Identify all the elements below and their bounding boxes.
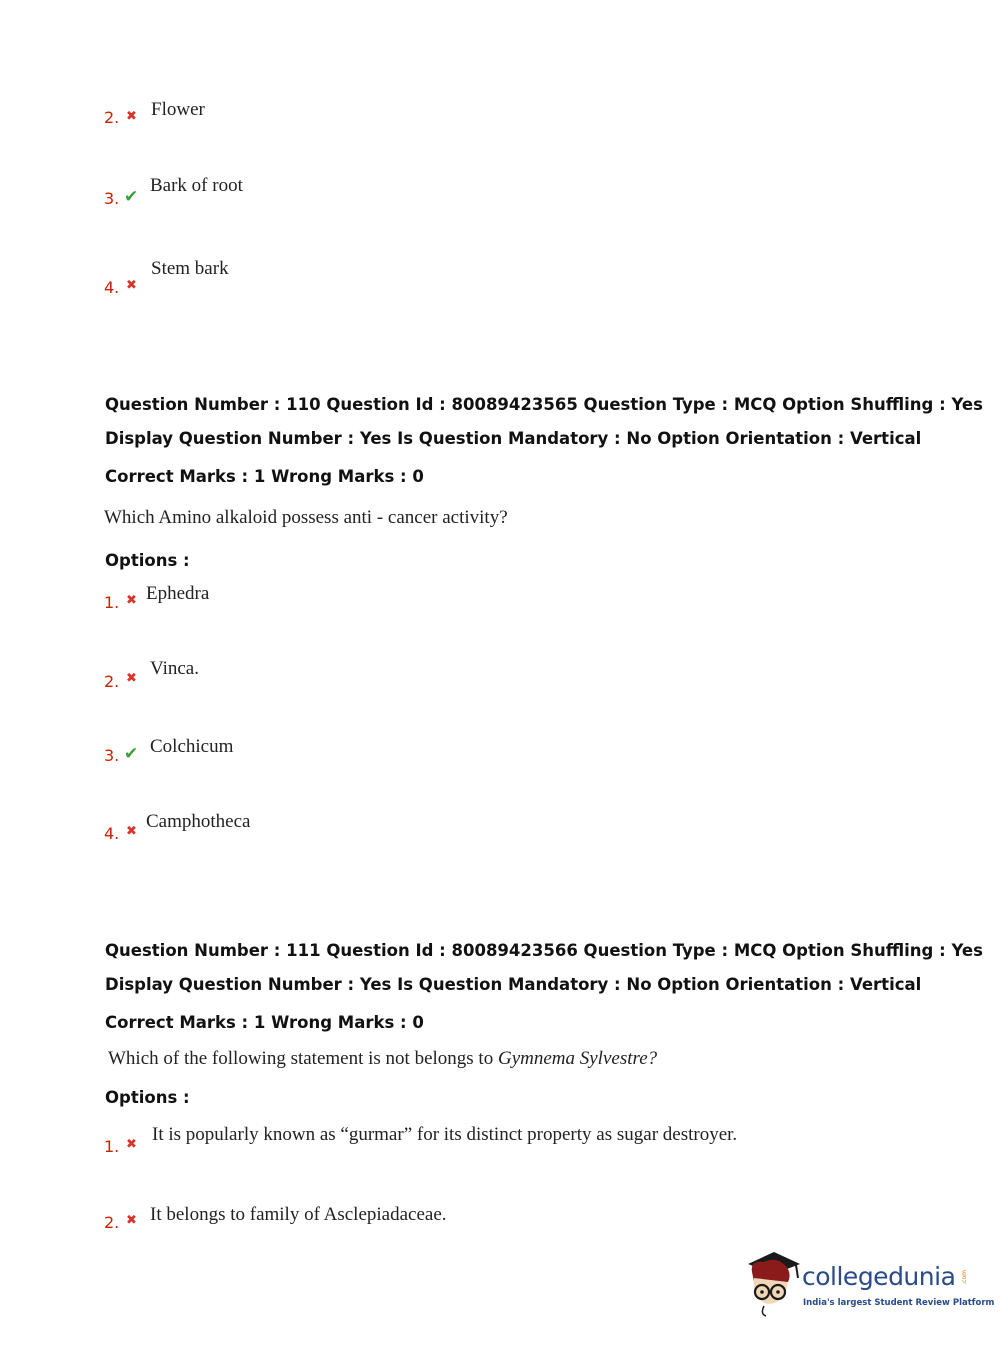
question-meta-line: Question Number : 110 Question Id : 80089423565 Question Type : MCQ Option Shuffling : Yes: [105, 395, 983, 414]
question-meta-line: Display Question Number : Yes Is Question Mandatory : No Option Orientation : Vertical: [105, 429, 922, 448]
question-text: [108, 1048, 657, 1070]
question-meta-line: Question Number : 111 Question Id : 80089423566 Question Type : MCQ Option Shuffling : Yes: [105, 941, 983, 960]
option-text: Flower: [151, 99, 205, 120]
option-text: Stem bark: [151, 258, 229, 279]
check-icon: ✔: [124, 744, 139, 764]
option-number: 2.: [104, 672, 120, 691]
question-text-species: Gymnema Sylvestre?: [497, 1048, 658, 1069]
option-number: 2.: [104, 108, 120, 127]
option-number: 1.: [104, 1137, 120, 1156]
cross-icon: ✖: [126, 593, 137, 608]
option-number: 1.: [104, 593, 120, 612]
collegedunia-logo: [742, 1248, 995, 1320]
options-label: Options :: [105, 1088, 190, 1107]
marks-line: Correct Marks : 1 Wrong Marks : 0: [105, 467, 424, 486]
option-text: It belongs to family of Asclepiadaceae.: [150, 1204, 447, 1225]
option-number: 3.: [104, 746, 120, 765]
cross-icon: ✖: [126, 1213, 137, 1228]
question-text: Which Amino alkaloid possess anti - cancer activity?: [104, 507, 508, 528]
question-meta-line: Display Question Number : Yes Is Question Mandatory : No Option Orientation : Vertical: [105, 975, 922, 994]
option-number: 4.: [104, 824, 120, 843]
question-text-main: Which of the following statement is not belongs to: [108, 1048, 498, 1069]
marks-line: Correct Marks : 1 Wrong Marks : 0: [105, 1013, 424, 1032]
option-text: It is popularly known as “gurmar” for its distinct property as sugar destroyer.: [152, 1124, 738, 1145]
options-label: Options :: [105, 551, 190, 570]
cross-icon: ✖: [126, 109, 137, 124]
option-text: Vinca.: [150, 658, 199, 679]
option-text: Ephedra: [146, 583, 210, 604]
cross-icon: ✖: [126, 671, 137, 686]
option-number: 4.: [104, 278, 120, 297]
logo-domain-suffix: .com: [961, 1270, 968, 1285]
option-text: Bark of root: [150, 175, 243, 196]
logo-wordmark: collegedunia: [802, 1262, 956, 1291]
check-icon: ✔: [124, 187, 139, 207]
mascot-icon: [742, 1248, 804, 1318]
option-number: 2.: [104, 1213, 120, 1232]
logo-tagline: India's largest Student Review Platform: [803, 1298, 995, 1308]
option-number: 3.: [104, 189, 120, 208]
option-text: Colchicum: [150, 736, 234, 757]
option-text: Camphotheca: [146, 811, 251, 832]
cross-icon: ✖: [126, 1137, 137, 1152]
cross-icon: ✖: [126, 278, 137, 293]
cross-icon: ✖: [126, 824, 137, 839]
